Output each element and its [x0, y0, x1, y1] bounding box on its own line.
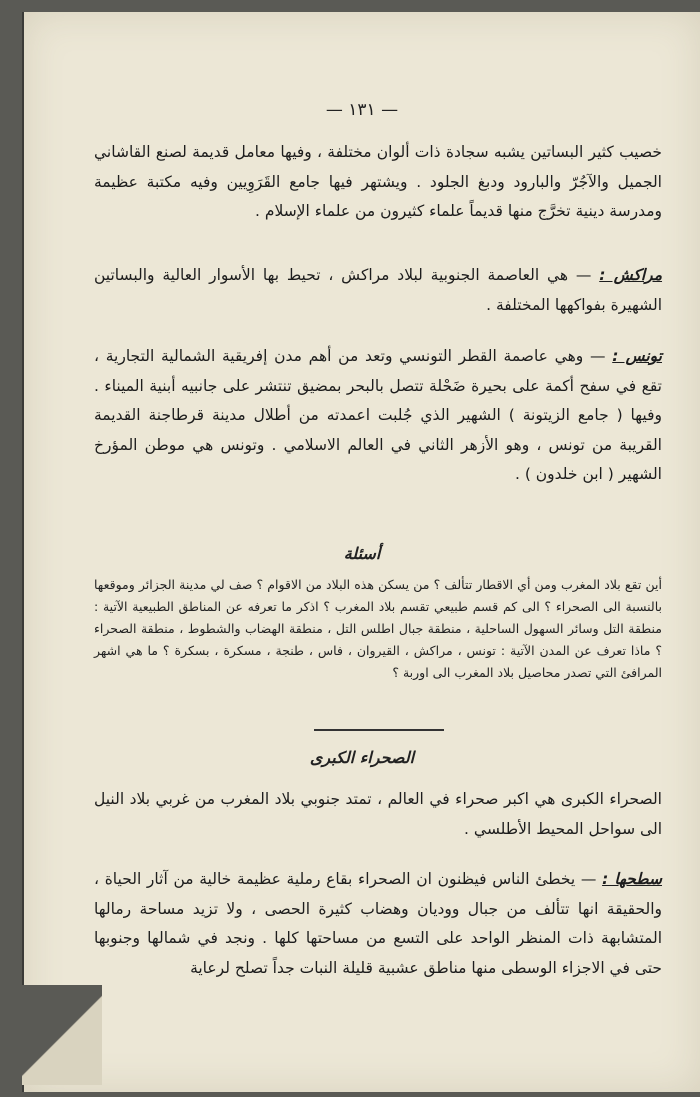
- exercises-heading: أسئلة: [343, 544, 381, 563]
- paragraph-marrakesh: [94, 261, 662, 320]
- paragraph-tunis: [94, 342, 662, 490]
- section-divider: [314, 729, 444, 731]
- tunis-text: — وهي عاصمة القطر التونسي وتعد من أهم مدن إفريقية الشمالية التجارية ، تقع في سفح أكمة على بحيرة ضَحْلة تتصل بالبحر بمضيق تنتشر على جانبيه أبنية الميناء . وفيها ( جامع الزيتونة ) الشهير الذي جُلبت اعمدته من أطلال مدينة قرطاجنة القديمة القريبة من تونس ، وهو الأزهر الثاني في العالم الاسلامي . وتونس هي موطن المؤرخ الشهير ( ابن خلدون ) .: [94, 347, 662, 483]
- marrakesh-text: — هي العاصمة الجنوبية لبلاد مراكش ، تحيط بها الأسوار العالية والبساتين الشهيرة بفواكهها المختلفة .: [94, 266, 662, 314]
- tunis-heading: تونس :: [612, 347, 662, 365]
- paragraph-sahara-surface: [94, 865, 662, 983]
- surface-text: — يخطئ الناس فيظنون ان الصحراء بقاع رملية عظيمة خالية من آثار الحياة ، والحقيقة انها تتألف من جبال ووديان وهضاب كثيرة الحصى ، ولا تزيد مساحة رمالها المتشابهة ذات المنظر الواحد على التسع من مساحتها كلها . ونجد في شمالها وجنوبها حتى في الاجزاء الوسطى منها مناطق عشبية قليلة النبات جداً تصلح لرعاية: [94, 870, 662, 977]
- page-fold-corner: [22, 985, 102, 1085]
- paragraph-fez: خصيب كثير البساتين يشبه سجادة ذات ألوان مختلفة ، وفيها معامل قديمة لصنع القاشاني الجميل والآجُرّ والبارود ودبغ الجلود . ويشتهر فيها جامع القَرَوِيين وفيه مكتبة عظيمة ومدرسة دينية تخرَّج منها قديماً علماء كثيرون من علماء الإسلام .: [94, 143, 662, 220]
- marrakesh-heading: مراكش :: [599, 266, 663, 284]
- page-number: — ١٣١ —: [325, 100, 399, 120]
- paragraph-sahara-intro: الصحراء الكبرى هي اكبر صحراء في العالم ، تمتد جنوبي بلاد المغرب من غربي بلاد النيل الى سواحل المحيط الأطلسي .: [94, 790, 662, 838]
- exercises-text: أين تقع بلاد المغرب ومن أي الاقطار تتألف ؟ من يسكن هذه البلاد من الاقوام ؟ صف لي مدينة الجزائر وموقعها بالنسبة الى الصحراء ؟ الى كم قسم طبيعي تقسم بلاد المغرب ؟ اذكر ما تعرفه عن المناطق الطبيعية الآتية : منطقة التل وسائر السهول الساحلية ، منطقة جبال اطلس التل ، منطقة الهضاب والشطوط ، منطقة الصحراء ؟ ماذا تعرف عن المدن الآتية : تونس ، مراكش ، القيروان ، فاس ، طنجة ، مسكرة ، بسكرة ؟ ما هي اشهر المرافئ التي تصدر محاصيل بلاد المغرب الى اوربة ؟: [94, 577, 662, 680]
- surface-heading: سطحها :: [602, 870, 662, 888]
- section-heading: الصحراء الكبرى: [309, 748, 415, 767]
- book-page: [22, 12, 700, 1092]
